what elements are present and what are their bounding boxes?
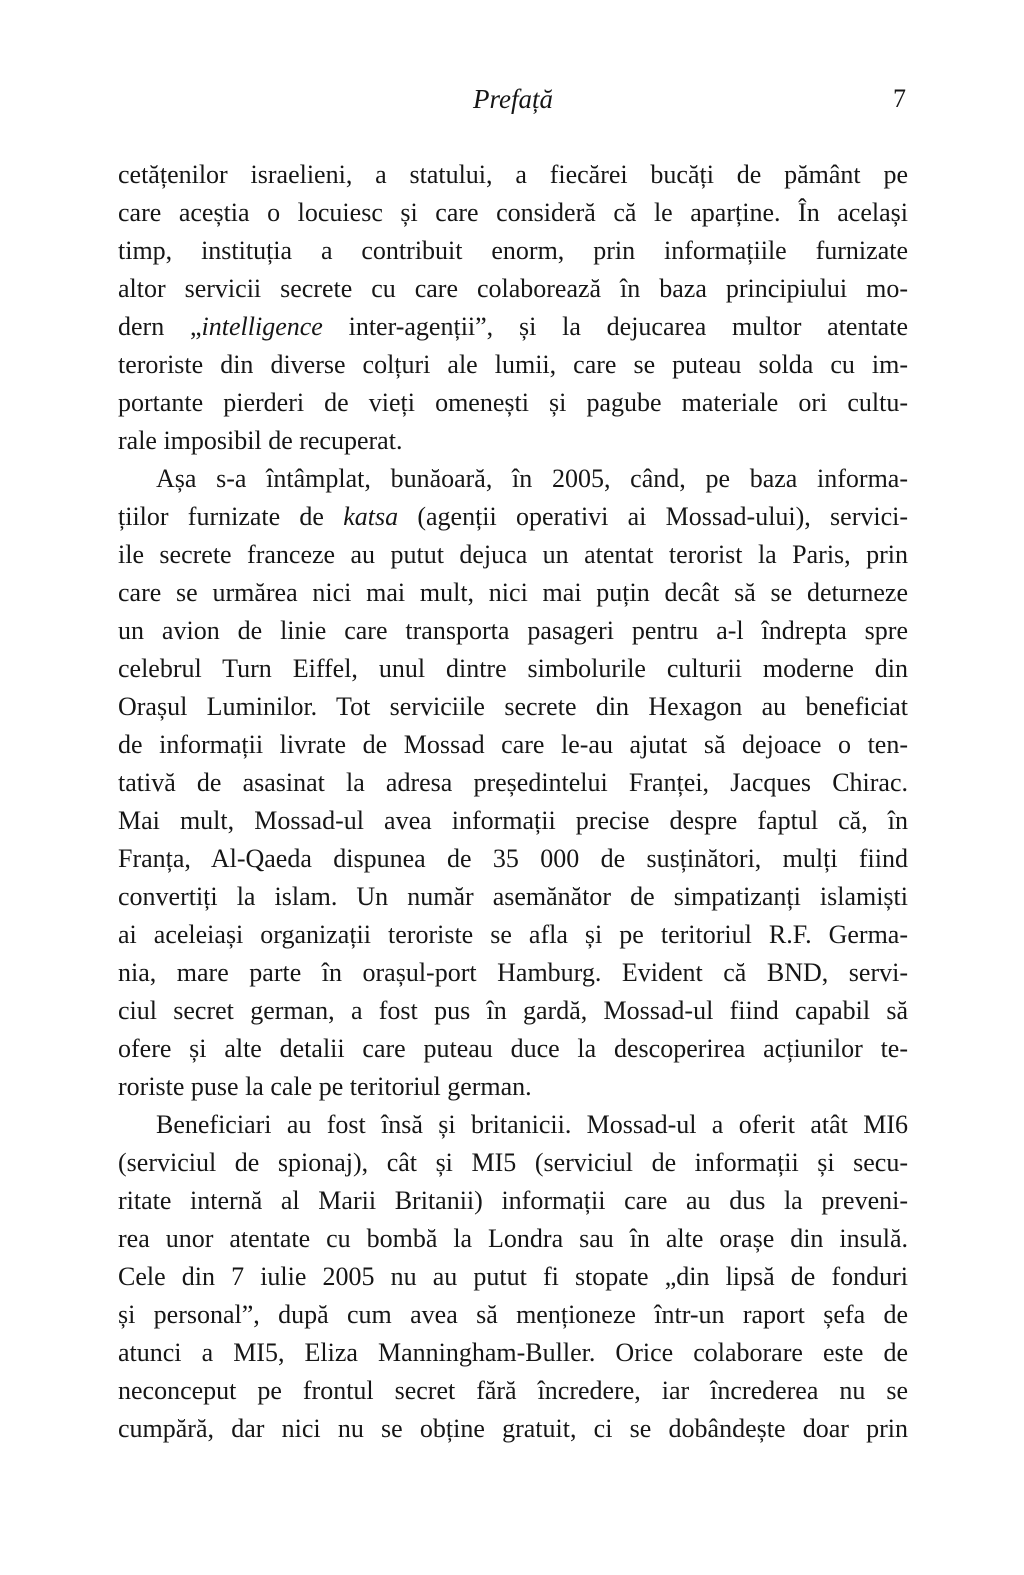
text-line: și personal”, după cum avea să menționeze într-un raport șefa de — [118, 1300, 908, 1329]
text-line: rale imposibil de recuperat. — [118, 426, 403, 455]
text-line: timp, instituția a contribuit enorm, prin informațiile furnizate — [118, 236, 908, 265]
text-line: neconceput pe frontul secret fără încredere, iar încrederea nu se — [118, 1376, 908, 1405]
text-line: tativă de asasinat la adresa președintelui Franței, Jacques Chirac. — [118, 768, 908, 797]
text-line: nia, mare parte în orașul-port Hamburg. Evident că BND, servi- — [118, 958, 908, 987]
text-line: (serviciul de spionaj), cât și MI5 (serviciul de informații și secu- — [118, 1148, 908, 1177]
text-line: Mai mult, Mossad-ul avea informații precise despre faptul că, în — [118, 806, 908, 835]
text-line: ofere și alte detalii care puteau duce la descoperirea acțiunilor te- — [118, 1034, 908, 1063]
text-line: ile secrete franceze au putut dejuca un atentat terorist la Paris, prin — [118, 540, 908, 569]
text-line: roriste puse la cale pe teritoriul german. — [118, 1072, 532, 1101]
text-line: rea unor atentate cu bombă la Londra sau în alte orașe din insulă. — [118, 1224, 908, 1253]
text-line: ai aceleiași organizații teroriste se afla și pe teritoriul R.F. Germa- — [118, 920, 908, 949]
text-line: dern „intelligence inter-agenții”, și la dejucarea multor atentate — [118, 312, 908, 341]
text-line: un avion de linie care transporta pasageri pentru a-l îndrepta spre — [118, 616, 908, 645]
text-line: Orașul Luminilor. Tot serviciile secrete din Hexagon au beneficiat — [118, 692, 908, 721]
running-title: Prefață — [473, 84, 553, 114]
page-header — [118, 82, 908, 116]
text-line: de informații livrate de Mossad care le-au ajutat să dejoace o ten- — [118, 730, 908, 759]
page-number: 7 — [893, 84, 906, 113]
text-line: ciul secret german, a fost pus în gardă, Mossad-ul fiind capabil să — [118, 996, 908, 1025]
paragraph — [118, 460, 908, 1106]
text-line: ritate internă al Marii Britanii) informații care au dus la preveni- — [118, 1186, 908, 1215]
text-line: Franța, Al-Qaeda dispunea de 35 000 de susținători, mulți fiind — [118, 844, 908, 873]
text-line: atunci a MI5, Eliza Manningham-Buller. Orice colaborare este de — [118, 1338, 908, 1367]
text-line: Așa s-a întâmplat, bunăoară, în 2005, când, pe baza informa- — [156, 464, 908, 493]
text-line: care aceștia o locuiesc și care consideră că le aparține. În același — [118, 198, 908, 227]
text-line: cumpără, dar nici nu se obține gratuit, ci se dobândește doar prin — [118, 1414, 908, 1443]
text-line: Cele din 7 iulie 2005 nu au putut fi stopate „din lipsă de fonduri — [118, 1262, 908, 1291]
text-line: portante pierderi de vieți omenești și pagube materiale ori cultu- — [118, 388, 908, 417]
text-line: celebrul Turn Eiffel, unul dintre simbolurile culturii moderne din — [118, 654, 908, 683]
text-line: țiilor furnizate de katsa (agenții operativi ai Mossad-ului), servici- — [118, 502, 908, 531]
paragraph — [118, 156, 908, 460]
text-line: teroriste din diverse colțuri ale lumii, care se puteau solda cu im- — [118, 350, 908, 379]
text-line: convertiți la islam. Un număr asemănător de simpatizanți islamiști — [118, 882, 908, 911]
paragraph — [118, 1106, 908, 1448]
text-line: altor servicii secrete cu care colaborează în baza principiului mo- — [118, 274, 908, 303]
page-body — [118, 156, 908, 1448]
text-line: Beneficiari au fost însă și britanicii. Mossad-ul a oferit atât MI6 — [156, 1110, 908, 1139]
text-line: care se urmărea nici mai mult, nici mai puțin decât să se deturneze — [118, 578, 908, 607]
text-line: cetățenilor israelieni, a statului, a fiecărei bucăți de pământ pe — [118, 160, 908, 189]
